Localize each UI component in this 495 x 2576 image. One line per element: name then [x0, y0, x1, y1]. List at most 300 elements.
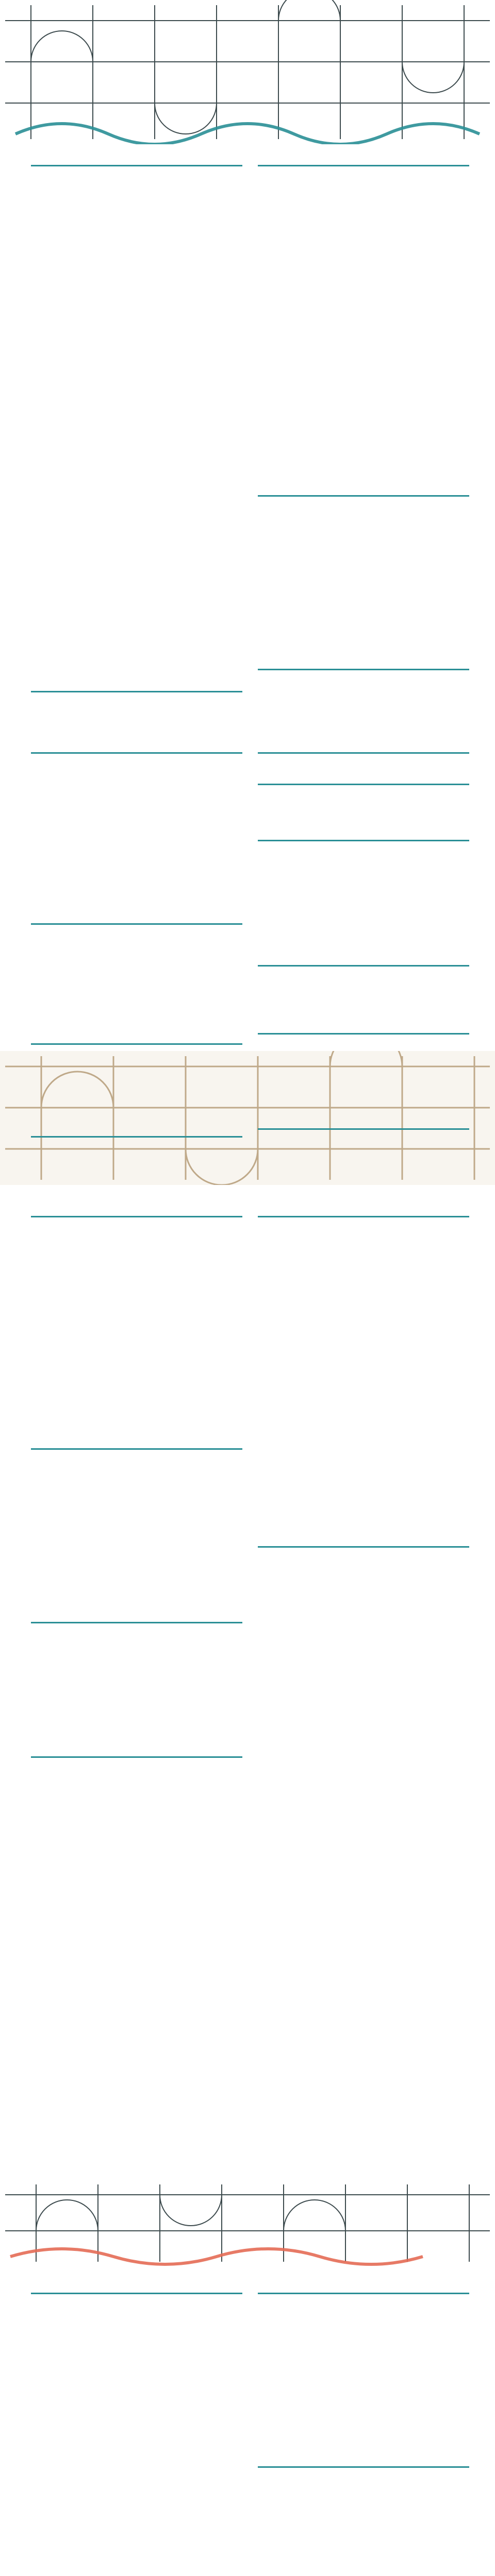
menu-item-text [253, 759, 428, 774]
menu-item-text [253, 1320, 428, 1336]
menu-item-price [206, 994, 242, 1002]
menu-item-description [253, 1368, 428, 1375]
menu-item-description [26, 807, 201, 814]
section-title-row [26, 1448, 242, 1450]
menu-item-price [206, 1802, 242, 1810]
menu-item-price [433, 230, 469, 238]
menu-item [26, 563, 242, 579]
menu-item-name [253, 1458, 428, 1465]
menu-section-tea [253, 1216, 469, 1532]
menu-item-price [206, 367, 242, 375]
menu-item-price [206, 230, 242, 238]
menu-item-name [26, 1013, 201, 1021]
menu-item-name [26, 524, 201, 532]
menu-item-text [26, 1148, 201, 1163]
menu-item-text [253, 406, 428, 422]
menu-item-name [26, 641, 201, 649]
menu-item-text [253, 1379, 428, 1395]
column-left-mid [26, 752, 242, 1256]
menu-item-description [253, 1797, 428, 1803]
menu-item-price [206, 446, 242, 453]
menu-item-description [253, 866, 428, 872]
menu-item [253, 348, 469, 363]
menu-item-description [253, 1117, 428, 1124]
menu-item [253, 695, 469, 710]
menu-item-text [253, 876, 428, 892]
menu-item-description [26, 2465, 201, 2471]
menu-item-name [253, 1438, 428, 1446]
menu-item-text [26, 465, 201, 481]
menu-item-name [26, 974, 201, 982]
menu-item [26, 250, 242, 265]
menu-item-name [26, 1399, 201, 1406]
menu-item-name [253, 778, 428, 786]
section-rule [31, 1216, 242, 1217]
menu-item-name [26, 230, 201, 238]
menu-item-price [433, 1399, 469, 1406]
menu-item-description [253, 1388, 428, 1395]
menu-item [26, 367, 242, 383]
menu-item-description [253, 1757, 428, 1764]
menu-item-price [433, 600, 469, 607]
menu-item-name [26, 818, 201, 825]
menu-item-description [26, 591, 201, 598]
menu-item-price [433, 695, 469, 703]
section-rule [258, 669, 469, 670]
menu-item-name [26, 857, 201, 865]
menu-item-text [26, 1592, 201, 1607]
menu-item [26, 661, 242, 676]
menu-item-price [433, 1281, 469, 1289]
menu-item-name [26, 1187, 201, 1195]
menu-item-text [26, 1629, 201, 1644]
menu-item-name [253, 426, 428, 434]
menu-item-text [26, 426, 201, 442]
menu-item-price [206, 2358, 242, 2366]
menu-item-text [253, 1438, 428, 1453]
menu-item [26, 269, 242, 285]
menu-item [26, 1648, 242, 1664]
menu-item-price [206, 1726, 242, 1734]
menu-item-name [253, 1089, 428, 1097]
menu-item [26, 737, 242, 752]
menu-item-price [206, 309, 242, 316]
menu-item-text [26, 759, 201, 774]
menu-item-price [433, 2397, 469, 2405]
menu-item-name [26, 698, 201, 705]
menu-item [253, 1301, 469, 1316]
menu-item-text [26, 1187, 201, 1202]
menu-item-price [433, 798, 469, 806]
menu-item-name [253, 1379, 428, 1387]
menu-item [253, 1089, 469, 1105]
menu-item [253, 759, 469, 774]
menu-item-name [253, 1846, 428, 1854]
menu-item-price [206, 1167, 242, 1175]
menu-item [26, 1533, 242, 1549]
menu-item-price [433, 857, 469, 865]
menu-item-name [26, 1167, 201, 1175]
menu-item [26, 698, 242, 713]
menu-item [253, 269, 469, 285]
menu-item-text [26, 446, 201, 461]
menu-item-description [26, 726, 201, 733]
menu-item-description [26, 1601, 201, 1607]
menu-item-name [253, 367, 428, 375]
menu-item-description [253, 1718, 428, 1725]
section-title-row [253, 752, 469, 754]
menu-item-description [253, 924, 428, 931]
menu-item [253, 734, 469, 750]
menu-item-price [433, 502, 469, 510]
menu-item-name [253, 348, 428, 355]
menu-item-description [26, 787, 201, 794]
menu-item-text [253, 2338, 428, 2354]
menu-item-description [253, 1679, 428, 1686]
menu-item-name [26, 1648, 201, 1656]
menu-item-name [26, 2476, 201, 2483]
column-right-mid [253, 752, 469, 1178]
menu-item [253, 1030, 469, 1046]
menu-item-description [253, 396, 428, 402]
menu-item-name [253, 798, 428, 806]
menu-item-text [26, 955, 201, 970]
menu-item-description [26, 219, 201, 226]
menu-items [253, 502, 469, 654]
menu-items [253, 2299, 469, 2452]
menu-item-text [26, 1320, 201, 1336]
menu-item [26, 191, 242, 207]
menu-item-name [253, 1631, 428, 1639]
menu-item-name [253, 1011, 428, 1019]
menu-item-price [433, 269, 469, 277]
menu-item-price [206, 896, 242, 904]
menu-item-name [26, 2495, 201, 2503]
menu-item-price [433, 1846, 469, 1854]
menu-item-name [26, 172, 201, 179]
menu-item-text [26, 1687, 201, 1703]
menu-item-text [253, 1846, 428, 1862]
menu-item [253, 191, 469, 207]
menu-item-description [26, 1562, 201, 1568]
menu-item [26, 230, 242, 246]
menu-item-description [26, 1522, 201, 1529]
menu-item [253, 1516, 469, 1532]
menu-item [26, 2534, 242, 2550]
menu-item-description [253, 807, 428, 814]
menu-item-name [253, 2512, 428, 2520]
menu-item [26, 465, 242, 481]
section-title-row [26, 1622, 242, 1623]
menu-item-name [26, 504, 201, 512]
menu-item-text [253, 1399, 428, 1414]
menu-item-name [253, 1262, 428, 1269]
menu-item-price [433, 1516, 469, 1524]
menu-item [26, 876, 242, 892]
menu-item-price [206, 2319, 242, 2327]
menu-item [26, 446, 242, 461]
menu-item-description [253, 2406, 428, 2413]
menu-items [26, 172, 242, 676]
pattern-svg-top [0, 0, 495, 144]
menu-item [26, 1572, 242, 1588]
menu-item [253, 2532, 469, 2547]
menu-item-name [253, 269, 428, 277]
menu-item-name [26, 2515, 201, 2522]
menu-item-description [253, 2445, 428, 2452]
menu-item-description [253, 1777, 428, 1784]
menu-item [26, 2358, 242, 2374]
menu-item-text [26, 348, 201, 363]
menu-item [26, 798, 242, 814]
menu-item-name [26, 1301, 201, 1309]
menu-item-name [253, 1572, 428, 1580]
menu-item-text [253, 675, 428, 691]
menu-item-text [26, 2515, 201, 2530]
menu-item-text [253, 541, 428, 556]
menu-item-price [433, 580, 469, 588]
menu-item [253, 972, 469, 987]
menu-item-price [206, 661, 242, 669]
menu-item-text [26, 1050, 201, 1065]
menu-item [26, 1148, 242, 1163]
menu-item-text [26, 387, 201, 402]
menu-item-price [206, 1533, 242, 1541]
menu-item-name [253, 972, 428, 979]
menu-item-text [26, 1494, 201, 1510]
section-rule [258, 752, 469, 754]
menu-item-name [253, 328, 428, 336]
menu-item [253, 798, 469, 814]
menu-item-description [26, 944, 201, 951]
menu-item-description [253, 1447, 428, 1453]
menu-item-description [253, 511, 428, 517]
menu-item-name [253, 600, 428, 607]
menu-item-name [253, 1301, 428, 1309]
menu-item [26, 1629, 242, 1644]
menu-item-price [206, 1514, 242, 1521]
menu-item-name [253, 991, 428, 999]
menu-item-text [253, 916, 428, 931]
menu-item-description [253, 1505, 428, 1512]
menu-item [253, 1846, 469, 1862]
menu-item-name [253, 1360, 428, 1367]
menu-item [253, 1320, 469, 1336]
menu-item [253, 1631, 469, 1647]
menu-item [253, 2358, 469, 2374]
menu-item [253, 2512, 469, 2528]
menu-item-price [433, 465, 469, 473]
menu-item-description [26, 1137, 201, 1144]
menu-item-name [253, 1418, 428, 1426]
menu-item-text [26, 367, 201, 383]
menu-item-description [26, 239, 201, 246]
menu-item-name [26, 2554, 201, 2562]
menu-item-text [26, 641, 201, 657]
menu-item-text [26, 583, 201, 598]
menu-item-description [253, 723, 428, 730]
menu-item [26, 485, 242, 500]
menu-item-description [253, 317, 428, 324]
menu-item-text [26, 1553, 201, 1568]
menu-item-price [206, 544, 242, 551]
menu-item-price [206, 798, 242, 806]
menu-item-name [26, 406, 201, 414]
section-rule [31, 752, 242, 754]
menu-items [26, 1455, 242, 1607]
menu-item-description [26, 1657, 201, 1664]
menu-item [26, 2378, 242, 2393]
menu-item-price [433, 1749, 469, 1756]
menu-item [253, 406, 469, 422]
menu-item-text [253, 734, 428, 750]
menu-item-name [26, 661, 201, 669]
menu-item [253, 1011, 469, 1026]
menu-item [253, 465, 469, 481]
menu-item-text [253, 211, 428, 226]
right-bar-sections [253, 2293, 469, 2576]
menu-item [253, 675, 469, 691]
menu-item-name [26, 465, 201, 473]
menu-item-price [433, 2319, 469, 2327]
menu-item-text [26, 230, 201, 246]
menu-item-text [26, 1340, 201, 1355]
menu-item-name [26, 1242, 201, 1250]
menu-item-description [253, 2482, 428, 2488]
menu-item-price [433, 328, 469, 336]
menu-item [253, 387, 469, 402]
menu-item-text [253, 1223, 428, 1238]
menu-item-price [433, 1477, 469, 1485]
menu-item [253, 715, 469, 730]
menu-item-price [206, 1320, 242, 1328]
menu-item [26, 1455, 242, 1470]
menu-item-text [253, 695, 428, 710]
menu-item-price [206, 504, 242, 512]
menu-item-name [26, 1475, 201, 1482]
menu-item [26, 1128, 242, 1144]
menu-item [26, 2417, 242, 2432]
menu-item-text [253, 1194, 428, 1209]
menu-item-description [26, 1117, 201, 1124]
menu-item-name [253, 1223, 428, 1230]
menu-item-price [433, 1612, 469, 1619]
menu-item [26, 622, 242, 637]
menu-item-text [26, 2456, 201, 2471]
menu-item-description [26, 259, 201, 265]
menu-item-description [26, 1637, 201, 1644]
menu-item-text [26, 1514, 201, 1529]
menu-item-text [26, 1262, 201, 1277]
menu-item-price [433, 1572, 469, 1580]
menu-item-name [26, 2534, 201, 2542]
menu-item-price [433, 2493, 469, 2500]
menu-item-name [253, 172, 428, 179]
menu-item-text [253, 1572, 428, 1588]
menu-item-price [433, 1458, 469, 1465]
menu-item-description [253, 1738, 428, 1744]
menu-item-text [253, 1089, 428, 1105]
menu-item [253, 580, 469, 596]
menu-item-price [433, 1729, 469, 1737]
menu-item-text [26, 1281, 201, 1297]
menu-item-description [253, 278, 428, 285]
menu-item [26, 406, 242, 422]
menu-item-price [433, 1011, 469, 1019]
menu-item-text [26, 2573, 201, 2576]
menu-item-description [253, 2328, 428, 2334]
menu-item-name [253, 502, 428, 510]
menu-item-text [26, 2319, 201, 2334]
section-title-row [26, 2293, 242, 2294]
menu-item-name [253, 916, 428, 923]
menu-item-text [26, 524, 201, 539]
menu-item-text [253, 798, 428, 814]
menu-item [253, 1827, 469, 1842]
left-bottom-sections [26, 1216, 242, 1818]
menu-item-price [433, 2512, 469, 2520]
menu-item-text [253, 1827, 428, 1842]
menu-item [253, 289, 469, 304]
menu-item-text [253, 1301, 428, 1316]
menu-item-price [206, 857, 242, 865]
menu-item-price [206, 1592, 242, 1600]
menu-item-name [26, 2378, 201, 2385]
menu-item-name [26, 211, 201, 218]
menu-item-name [253, 1690, 428, 1698]
menu-item-text [26, 1360, 201, 1375]
menu-item-price [206, 955, 242, 962]
menu-item-text [253, 1631, 428, 1647]
menu-item-text [26, 698, 201, 713]
menu-item-text [26, 935, 201, 951]
menu-item [26, 309, 242, 324]
menu-item-text [253, 2571, 428, 2576]
menu-item [26, 1418, 242, 1434]
menu-items [253, 172, 469, 481]
menu-item-description [253, 1855, 428, 1862]
menu-item-description [26, 1791, 201, 1798]
menu-item-price [206, 583, 242, 590]
menu-item-price [206, 524, 242, 532]
menu-item-price [433, 916, 469, 923]
menu-item [26, 896, 242, 911]
menu-item-text [253, 991, 428, 1007]
menu-item-text [26, 798, 201, 814]
menu-item-name [253, 211, 428, 218]
menu-item [253, 2299, 469, 2315]
menu-item-text [253, 1709, 428, 1725]
menu-item-description [26, 1251, 201, 1258]
menu-item-name [253, 1399, 428, 1406]
menu-item-text [253, 1651, 428, 1666]
menu-item-text [253, 2436, 428, 2452]
menu-item [253, 2338, 469, 2354]
menu-item-price [433, 1148, 469, 1156]
menu-item-text [253, 1262, 428, 1277]
section-rule [258, 495, 469, 497]
menu-item-price [433, 619, 469, 627]
menu-item-price [206, 1783, 242, 1790]
menu-item [26, 1109, 242, 1124]
menu-item-description [26, 866, 201, 872]
menu-item-description [26, 1270, 201, 1277]
menu-item-description [253, 608, 428, 615]
menu-item-price [206, 2436, 242, 2444]
menu-item-text [253, 1768, 428, 1784]
menu-item-price [433, 367, 469, 375]
menu-item-price [206, 2299, 242, 2307]
